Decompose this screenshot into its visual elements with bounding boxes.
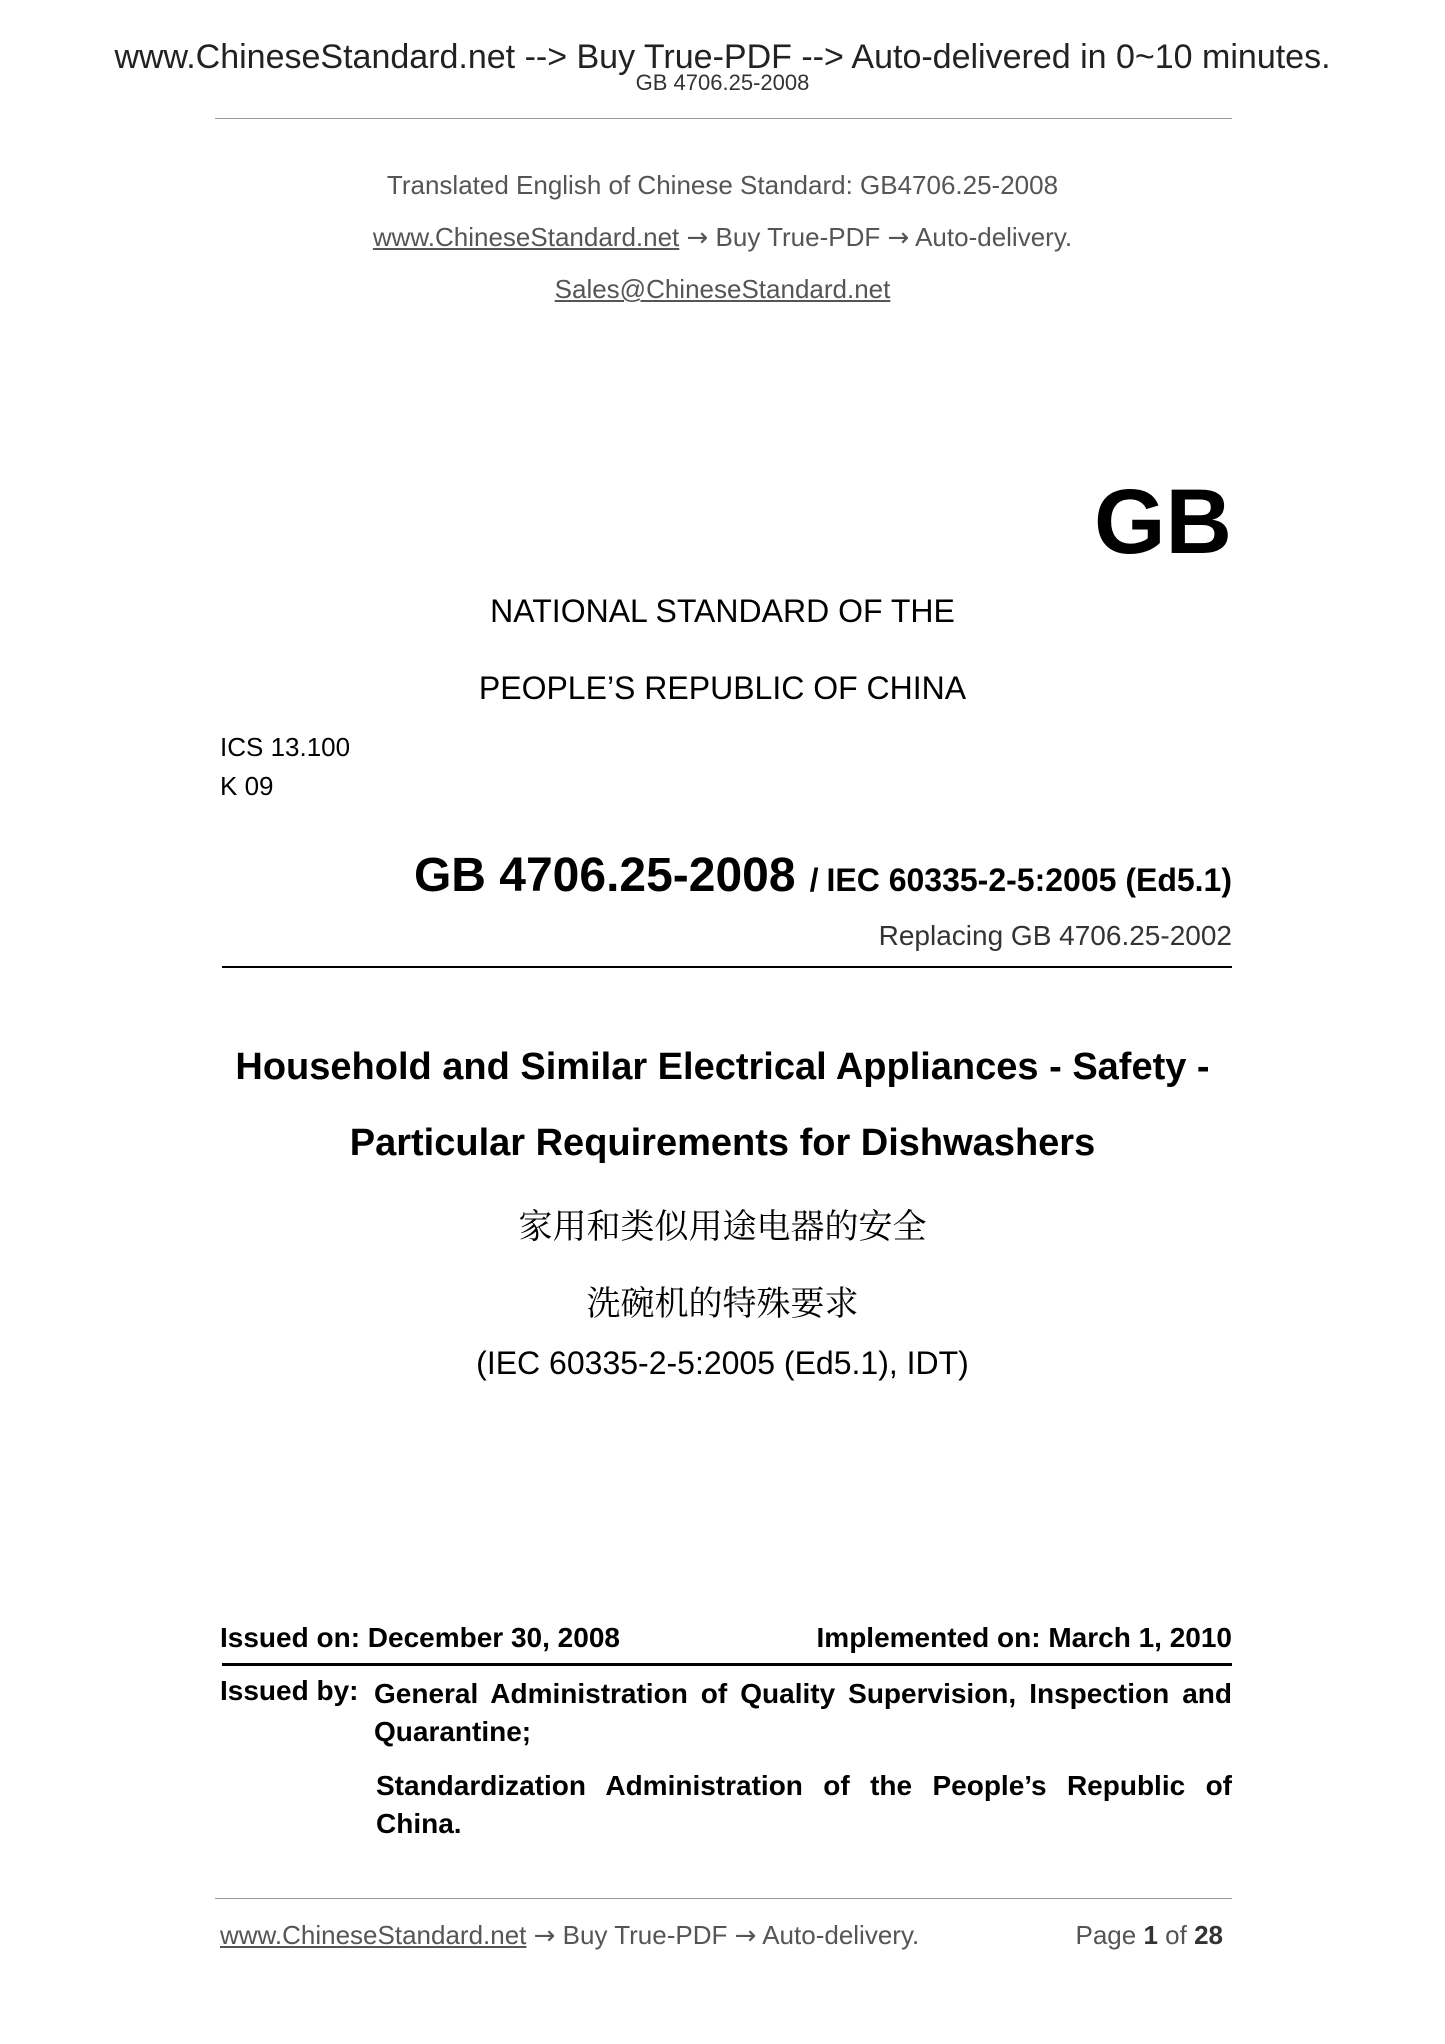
title-en-line-1: Household and Similar Electrical Appliances - Safety - bbox=[235, 1046, 1210, 1088]
site-link[interactable]: www.ChineseStandard.net bbox=[372, 222, 680, 252]
page-indicator bbox=[1075, 1920, 1223, 1951]
arrow-icon: → bbox=[887, 223, 910, 253]
issuer-2: Standardization Administration of the People’s Republic of China. bbox=[376, 1770, 1232, 1839]
top-banner: www.ChineseStandard.net --> Buy True-PDF --> Auto-delivered in 0~10 minutes. bbox=[114, 38, 1331, 76]
title-en-line-2: Particular Requirements for Dishwashers bbox=[349, 1122, 1096, 1164]
delivery-line bbox=[0, 222, 1445, 253]
header-standard-code: GB 4706.25-2008 bbox=[635, 70, 810, 95]
page-number: 1 bbox=[1143, 1920, 1158, 1950]
national-standard-line-2: PEOPLE’S REPUBLIC OF CHINA bbox=[478, 670, 967, 706]
footer-delivery bbox=[220, 1920, 919, 1951]
standard-number-line bbox=[414, 848, 1232, 903]
translated-notice: Translated English of Chinese Standard: GB4706.25-2008 bbox=[386, 170, 1059, 200]
iec-number: IEC 60335-2-5:2005 (Ed5.1) bbox=[826, 862, 1232, 898]
footer-buy-text: Buy True-PDF bbox=[562, 1920, 728, 1950]
email-line bbox=[0, 274, 1445, 305]
title-divider bbox=[222, 966, 1232, 968]
footer-divider bbox=[215, 1898, 1232, 1899]
issued-on-date: Issued on: December 30, 2008 bbox=[220, 1622, 620, 1653]
arrow-icon: → bbox=[734, 1921, 757, 1951]
replacing-note: Replacing GB 4706.25-2002 bbox=[878, 920, 1232, 951]
page-label: Page bbox=[1075, 1920, 1137, 1950]
buy-text: Buy True-PDF bbox=[715, 222, 881, 252]
header-divider bbox=[215, 118, 1232, 119]
classification-code: K 09 bbox=[220, 771, 274, 801]
implemented-on-date: Implemented on: March 1, 2010 bbox=[816, 1622, 1232, 1653]
issuer-1: General Administration of Quality Supervision, Inspection and Quarantine; bbox=[374, 1678, 1232, 1747]
page-total: 28 bbox=[1194, 1920, 1223, 1950]
national-standard-line-1: NATIONAL STANDARD OF THE bbox=[490, 593, 955, 629]
footer-auto-text: Auto-delivery. bbox=[762, 1920, 920, 1950]
arrow-icon: → bbox=[533, 1921, 556, 1951]
auto-text: Auto-delivery. bbox=[915, 222, 1073, 252]
issued-by-label: Issued by: bbox=[220, 1675, 359, 1706]
ics-code: ICS 13.100 bbox=[220, 732, 351, 762]
title-cn-line-1: 家用和类似用途电器的安全 bbox=[518, 1207, 927, 1247]
footer-site-link[interactable]: www.ChineseStandard.net bbox=[220, 1920, 527, 1950]
gb-logo: GB bbox=[1094, 471, 1232, 573]
standard-slash: / bbox=[809, 862, 819, 898]
title-cn-line-2: 洗碗机的特殊要求 bbox=[586, 1284, 859, 1324]
idt-note: (IEC 60335-2-5:2005 (Ed5.1), IDT) bbox=[476, 1345, 969, 1381]
gb-number: GB 4706.25-2008 bbox=[413, 849, 796, 902]
of-label: of bbox=[1165, 1920, 1187, 1950]
dates-divider bbox=[222, 1663, 1232, 1666]
arrow-icon: → bbox=[686, 223, 709, 253]
email-link[interactable]: Sales@ChineseStandard.net bbox=[554, 274, 891, 304]
